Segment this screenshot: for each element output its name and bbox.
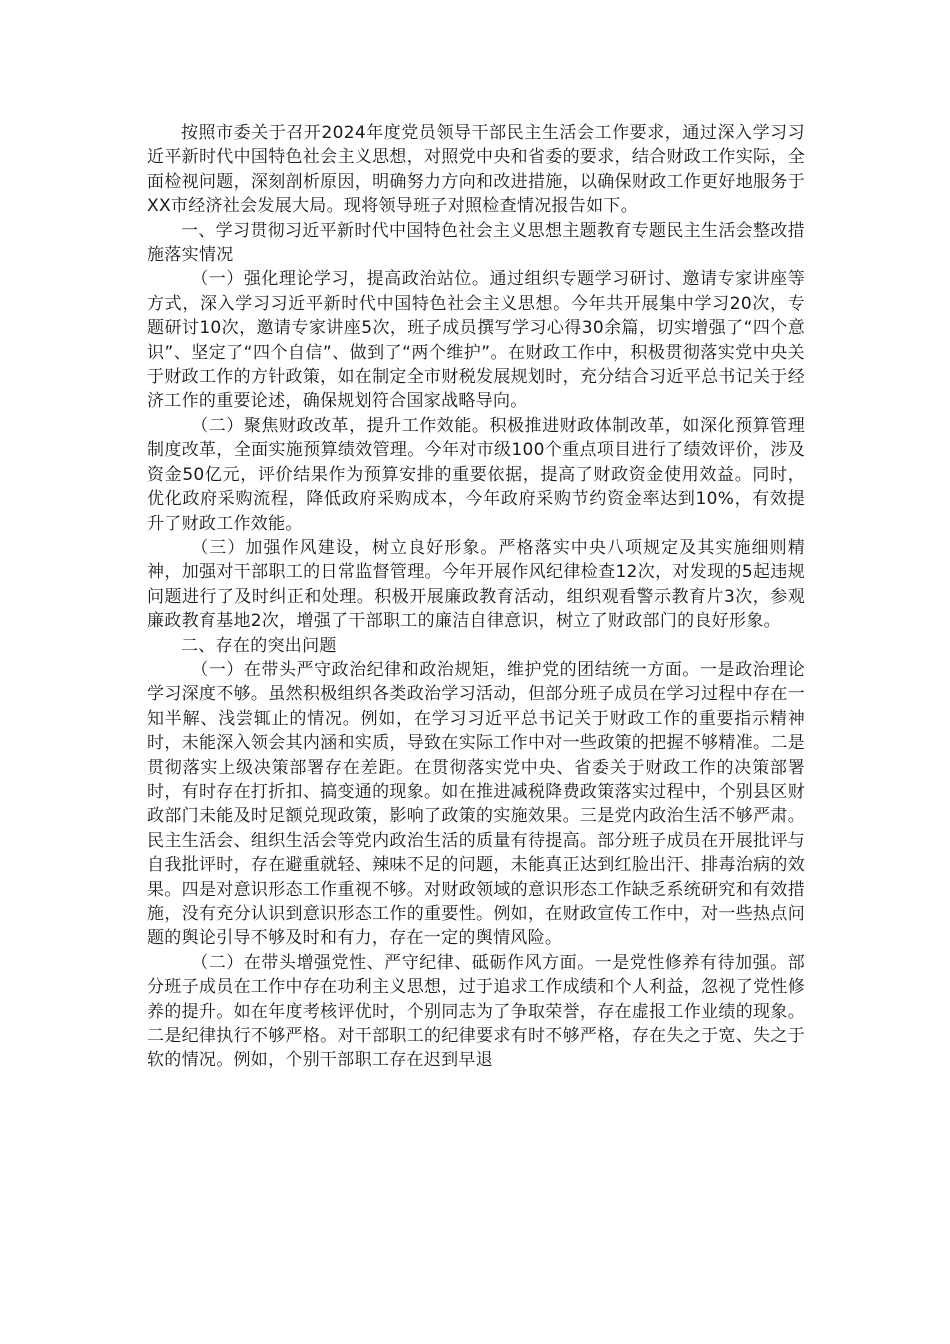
subsection-1-3: （三）加强作风建设，树立良好形象。严格落实中央八项规定及其实施细则精神，加强对干部职工的日常监督管理。今年开展作风纪律检查12次，对发现的5起违规问题进行了及时纠正和处理。积极开展廉政教育活动，组织观看警示教育片3次，参观廉政教育基地2次，增强了干部职工的廉洁自律意识，树立了财政部门的良好形象。 <box>147 537 805 632</box>
document-body <box>147 121 805 1073</box>
subsection-1-2: （二）聚焦财政改革，提升工作效能。积极推进财政体制改革，如深化预算管理制度改革，全面实施预算绩效管理。今年对市级100个重点项目进行了绩效评价，涉及资金50亿元，评价结果作为预算安排的重要依据，提高了财政资金使用效益。同时，优化政府采购流程，降低政府采购成本，今年政府采购节约资金率达到10%，有效提升了财政工作效能。 <box>147 415 805 534</box>
subsection-2-2: （二）在带头增强党性、严守纪律、砥砺作风方面。一是党性修养有待加强。部分班子成员在工作中存在功利主义思想，过于追求工作成绩和个人利益，忽视了党性修养的提升。如在年度考核评优时，个别同志为了争取荣誉，存在虚报工作业绩的现象。二是纪律执行不够严格。对干部职工的纪律要求有时不够严格，存在失之于宽、失之于软的情况。例如，个别干部职工存在迟到早退 <box>147 952 805 1071</box>
subsection-2-1: （一）在带头严守政治纪律和政治规矩，维护党的团结统一方面。一是政治理论学习深度不够。虽然积极组织各类政治学习活动，但部分班子成员在学习过程中存在一知半解、浅尝辄止的情况。例如，在学习习近平总书记关于财政工作的重要指示精神时，未能深入领会其内涵和实质，导致在实际工作中对一些政策的把握不够精准。二是贯彻落实上级决策部署存在差距。在贯彻落实党中央、省委关于财政工作的决策部署时，有时存在打折扣、搞变通的现象。如在推进减税降费政策落实过程中，个别县区财政部门未能及时足额兑现政策，影响了政策的实施效果。三是党内政治生活不够严肃。民主生活会、组织生活会等党内政治生活的质量有待提高。部分班子成员在开展批评与自我批评时，存在避重就轻、辣味不足的问题，未能真正达到红脸出汗、排毒治病的效果。四是对意识形态工作重视不够。对财政领域的意识形态工作缺乏系统研究和有效措施，没有充分认识到意识形态工作的重要性。例如，在财政宣传工作中，对一些热点问题的舆论引导不够及时和有力，存在一定的舆情风险。 <box>147 659 805 949</box>
section-heading-1: 一、学习贯彻习近平新时代中国特色社会主义思想主题教育专题民主生活会整改措施落实情况 <box>147 220 805 266</box>
subsection-1-1: （一）强化理论学习，提高政治站位。通过组织专题学习研讨、邀请专家讲座等方式，深入学习习近平新时代中国特色社会主义思想。今年共开展集中学习20次，专题研讨10次，邀请专家讲座5次，班子成员撰写学习心得30余篇，切实增强了“四个意识”、坚定了“四个自信”、做到了“两个维护”。在财政工作中，积极贯彻落实党中央关于财政工作的方针政策，如在制定全市财税发展规划时，充分结合习近平总书记关于经济工作的重要论述，确保规划符合国家战略导向。 <box>147 269 805 412</box>
intro-paragraph: 按照市委关于召开2024年度党员领导干部民主生活会工作要求，通过深入学习习近平新时代中国特色社会主义思想，对照党中央和省委的要求，结合财政工作实际，全面检视问题，深刻剖析原因，明确努力方向和改进措施，以确保财政工作更好地服务于XX市经济社会发展大局。现将领导班子对照检查情况报告如下。 <box>147 123 805 217</box>
section-heading-2: 二、存在的突出问题 <box>181 635 337 656</box>
